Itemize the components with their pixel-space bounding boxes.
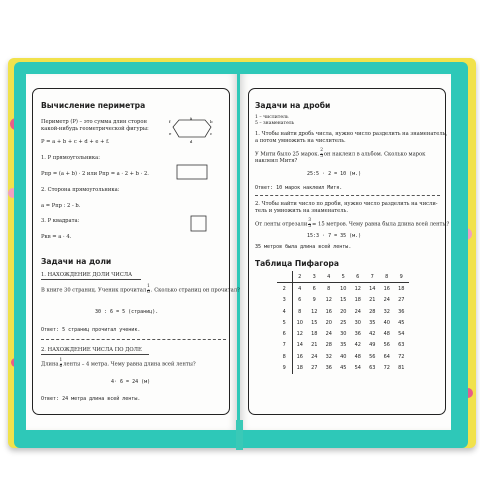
fraction-task2 [255, 219, 449, 229]
table-cell: 4 [277, 306, 292, 317]
perimeter-intro-line2: какой-нибудь геометрической фигуры: [41, 126, 149, 132]
square-perimeter-label: 3. P квадрата: [41, 218, 80, 224]
table-cell: 10 [296, 319, 303, 326]
table-cell: 64 [383, 353, 390, 360]
table-cell: 8 [298, 308, 302, 315]
pythagoras-table-title: Таблица Пифагора [255, 259, 339, 268]
table-row [277, 328, 409, 339]
table-cell: 36 [398, 308, 405, 315]
table-row [277, 362, 409, 373]
table-cell: 72 [398, 353, 405, 360]
table-cell: 81 [398, 365, 405, 372]
table-cell: 3 [307, 271, 322, 283]
subheading-number-by-part: 2. НАХОЖДЕНИЕ ЧИСЛА ПО ДОЛЕ [41, 347, 142, 353]
table-cell: 45 [398, 319, 405, 326]
shape-label: e [169, 131, 172, 136]
task2-text-part: Длина [41, 361, 59, 368]
table-row [277, 317, 409, 328]
table-cell: 6 [351, 271, 366, 283]
task1-answer: Ответ: 5 страниц прочитал ученик. [41, 327, 141, 333]
perimeter-intro-line1: Периметр (P) – это сумма длин сторон [41, 119, 147, 125]
task1-text-part: . Сколько страниц он прочитал? [150, 287, 240, 294]
table-row [277, 283, 409, 295]
table-cell: 18 [311, 331, 318, 338]
rectangle-figure [171, 161, 215, 183]
table-cell: 21 [311, 342, 318, 349]
table-cell: 8 [380, 271, 395, 283]
table-cell: 28 [325, 342, 332, 349]
table-row [277, 295, 409, 306]
rect-side-formula: a = Pпр : 2 - b. [41, 203, 81, 209]
shape-label: f [169, 119, 171, 124]
right-page [240, 74, 451, 430]
table-row [277, 340, 409, 351]
table-cell: 6 [298, 297, 302, 304]
task1-text-part: В книге 30 страниц. Ученик прочитал [41, 287, 147, 294]
table-cell: 9 [277, 362, 292, 373]
fractions-parts-title: Задачи на доли [41, 257, 112, 266]
table-cell: 18 [398, 285, 405, 292]
table-cell: 54 [354, 365, 361, 372]
table-row [277, 351, 409, 362]
pythagoras-table [277, 271, 409, 374]
dashed-divider [255, 195, 440, 196]
numerator-label: 1 – числитель [255, 115, 289, 120]
table-cell: 8 [327, 285, 331, 292]
table-cell: 24 [325, 331, 332, 338]
task2-text [41, 359, 196, 369]
table-cell: 2 [292, 271, 307, 283]
table-cell: 12 [311, 308, 318, 315]
task2-calc: 4· 6 = 24 (м) [111, 379, 151, 385]
shape-label: a [189, 117, 193, 121]
table-cell: 49 [369, 342, 376, 349]
fraction-task1-calc: 25:5 · 2 = 10 (м.) [307, 171, 362, 177]
table-cell: 16 [325, 308, 332, 315]
fraction-three-fifths: $\frac{3}{5}$ [308, 218, 312, 229]
table-cell: 25 [340, 319, 347, 326]
table-cell: 40 [383, 319, 390, 326]
square-perimeter-formula: Pкв = a · 4. [41, 234, 72, 240]
table-cell: 12 [325, 297, 332, 304]
table-cell: 12 [354, 285, 361, 292]
table-cell: 20 [325, 319, 332, 326]
table-row [277, 306, 409, 317]
fractions-title: Задачи на дроби [255, 101, 331, 110]
table-cell: 56 [369, 353, 376, 360]
table-cell: 15 [311, 319, 318, 326]
subheading-part-of-number: 1. НАХОЖДЕНИЕ ДОЛИ ЧИСЛА [41, 272, 133, 278]
task2-answer: Ответ: 24 метра длина всей ленты. [41, 396, 141, 402]
hexagon-figure [165, 117, 215, 145]
shape-label: b [210, 119, 213, 124]
table-cell: 24 [354, 308, 361, 315]
rule1-line2: а потом умножить на числитель. [255, 138, 346, 144]
table-cell: 32 [325, 353, 332, 360]
fraction-task1-part: он наклеил в альбом. Сколько марок [323, 151, 426, 158]
table-cell: 16 [383, 285, 390, 292]
table-cell: 21 [369, 297, 376, 304]
table-cell: 36 [354, 331, 361, 338]
table-cell: 28 [369, 308, 376, 315]
rect-perimeter-label: 1. P прямоугольника: [41, 155, 100, 161]
rule2-line1: 2. Чтобы найти число по дроби, нужно число разделить на числи- [255, 201, 438, 207]
table-cell: 40 [340, 353, 347, 360]
fraction-task1-answer: Ответ: 10 марок наклеил Митя. [255, 185, 343, 191]
perimeter-formula: P = a + b + c + d + e + f. [41, 139, 110, 145]
table-cell: 7 [365, 271, 380, 283]
table-cell: 3 [277, 295, 292, 306]
table-cell: 6 [312, 285, 316, 292]
table-cell: 6 [277, 328, 292, 339]
fraction-task2-part: От ленты отрезали [255, 221, 308, 228]
dashed-divider [41, 339, 226, 340]
table-cell: 20 [340, 308, 347, 315]
table-cell: 4 [322, 271, 337, 283]
rule1-line1: 1. Чтобы найти дробь числа, нужно число разделить на знаменатель, [255, 131, 448, 137]
table-cell: 5 [336, 271, 351, 283]
table-cell: 10 [340, 285, 347, 292]
rect-perimeter-formula: Pпр = (a + b) · 2 или Pпр = a · 2 + b · 2. [41, 171, 149, 177]
table-cell: 4 [298, 285, 302, 292]
fraction-task1-line2: наклеил Митя? [255, 158, 298, 164]
bookmark-ribbon [236, 420, 243, 450]
table-cell: 14 [296, 342, 303, 349]
table-cell: 56 [383, 342, 390, 349]
table-cell: 24 [383, 297, 390, 304]
fraction-one-sixth: $\frac{1}{6}$ [59, 358, 63, 369]
table-cell: 35 [340, 342, 347, 349]
table-cell: 45 [340, 365, 347, 372]
table-cell: 18 [296, 365, 303, 372]
table-cell: 30 [354, 319, 361, 326]
fraction-task2-answer: 35 метров была длина всей ленты. [255, 244, 352, 250]
table-cell: 48 [383, 331, 390, 338]
table-cell: 12 [296, 331, 303, 338]
table-cell: 63 [369, 365, 376, 372]
table-cell [277, 271, 292, 283]
fraction-task1-part: У Мити было 25 марок. [255, 151, 320, 158]
table-cell: 36 [325, 365, 332, 372]
table-cell: 30 [340, 331, 347, 338]
table-header-row [277, 271, 409, 283]
left-page [26, 74, 240, 430]
perimeter-title: Вычисление периметра [41, 101, 146, 110]
table-cell: 9 [394, 271, 409, 283]
denominator-label: 5 – знаменатель [255, 121, 295, 126]
table-cell: 7 [277, 340, 292, 351]
table-cell: 32 [383, 308, 390, 315]
right-page-frame [248, 88, 450, 415]
left-page-frame [32, 88, 240, 415]
shape-label: c [210, 131, 213, 136]
table-cell: 42 [354, 342, 361, 349]
table-cell: 24 [311, 353, 318, 360]
fraction-task2-calc: 15:3 · 7 = 35 (м.) [307, 233, 362, 239]
task1-text [41, 285, 240, 295]
shape-label: d [189, 139, 193, 144]
table-cell: 18 [354, 297, 361, 304]
table-cell: 8 [277, 351, 292, 362]
table-cell: 27 [398, 297, 405, 304]
table-cell: 63 [398, 342, 405, 349]
table-cell: 16 [296, 353, 303, 360]
table-cell: 9 [312, 297, 316, 304]
subheading-underline [41, 354, 149, 355]
table-cell: 5 [277, 317, 292, 328]
rect-side-label: 2. Сторона прямоугольника: [41, 187, 120, 193]
table-cell: 48 [354, 353, 361, 360]
table-cell: 2 [277, 283, 292, 295]
table-cell: 27 [311, 365, 318, 372]
fraction-two-fifths: $\frac{2}{5}$ [320, 148, 323, 159]
table-cell: 42 [369, 331, 376, 338]
fraction-one-sixth: $\frac{1}{6}$ [147, 284, 150, 295]
table-cell: 72 [383, 365, 390, 372]
task2-text-part: ленты – 4 метра. Чему равна длина всей ленты? [63, 361, 196, 368]
subheading-underline [41, 279, 141, 280]
fraction-task2-part: = 15 метров. Чему равна была длина всей ленты? [312, 221, 450, 228]
rule2-line2: тель и умножить на знаменатель. [255, 208, 348, 214]
square-figure [188, 213, 210, 235]
table-cell: 14 [369, 285, 376, 292]
task1-calc: 30 : 6 = 5 (страниц). [95, 309, 159, 315]
table-cell: 35 [369, 319, 376, 326]
table-cell: 15 [340, 297, 347, 304]
table-cell: 54 [398, 331, 405, 338]
